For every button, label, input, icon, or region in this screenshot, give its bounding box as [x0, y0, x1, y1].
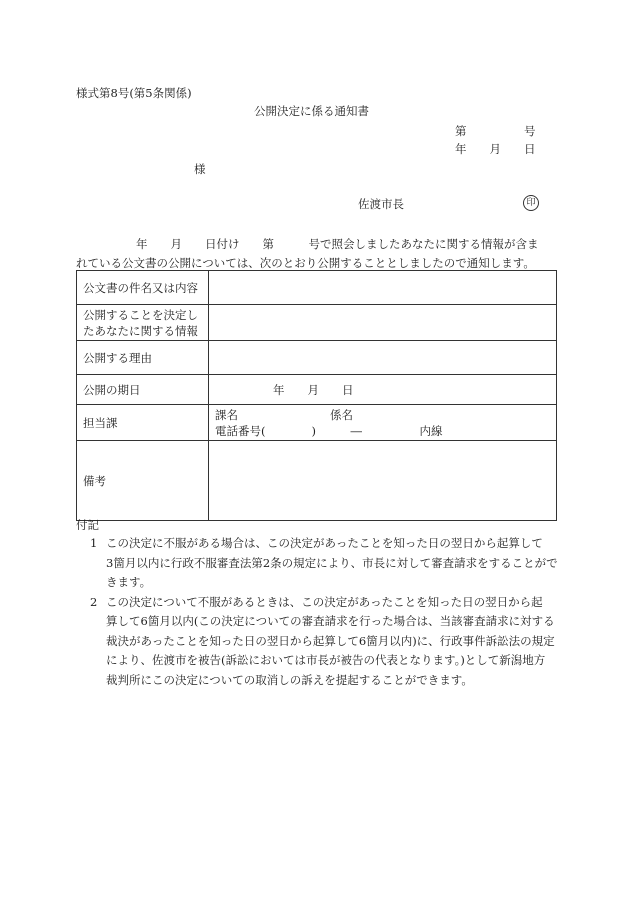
- intro-line-2: れている公文書の公開については、次のとおり公開することとしましたので通知します。: [76, 256, 535, 270]
- note-item-2-number: 2: [90, 594, 98, 609]
- document-date-line: 年 月 日: [455, 142, 536, 156]
- issuer-name: 佐渡市長: [358, 197, 404, 211]
- remarks-label: 備考: [77, 441, 209, 521]
- disclosed-info-value: [209, 305, 557, 341]
- note-item-1-number: 1: [90, 536, 98, 550]
- intro-line-1: 年 月 日付け 第 号で照会しましたあなたに関する情報が含ま: [136, 237, 539, 251]
- table-row: [77, 441, 557, 521]
- table-row: [77, 375, 557, 405]
- remarks-value: [209, 441, 557, 521]
- document-subject-label: 公文書の件名又は内容: [77, 271, 209, 305]
- department-section-names: 課名 係名: [215, 407, 353, 422]
- table-row: [77, 341, 557, 375]
- disclosed-info-label-line-2: たあなたに関する情報: [83, 323, 198, 338]
- notes-heading: 付記: [76, 518, 99, 532]
- disclosure-details-table: [76, 270, 557, 521]
- note-item-2-line: により、佐渡市を被告(訴訟においては市長が被告の代表となります。)として新潟地方: [106, 653, 546, 667]
- responsible-department-value: [209, 405, 557, 441]
- disclosure-reason-value: [209, 341, 557, 375]
- table-row: [77, 271, 557, 305]
- document-subject-value: [209, 271, 557, 305]
- document-number-line: 第 号: [455, 124, 536, 138]
- department-phone-number: 電話番号( ) ― 内線: [215, 423, 443, 438]
- note-item-1-line: この決定に不服がある場合は、この決定があったことを知った日の翌日から起算して: [106, 536, 543, 550]
- disclosure-date-value: 年 月 日: [209, 375, 557, 405]
- note-item-2: [90, 593, 560, 691]
- note-item-2-line: 裁決があったことを知った日の翌日から起算して6箇月以内)に、行政事件訴訟法の規定: [106, 633, 555, 648]
- disclosed-info-label-line-1: 公開することを決定し: [83, 307, 198, 322]
- document-title: 公開決定に係る通知書: [254, 104, 369, 118]
- responsible-department-label: 担当課: [77, 405, 209, 441]
- disclosure-reason-label: 公開する理由: [77, 341, 209, 375]
- addressee-suffix: 様: [194, 162, 206, 176]
- note-item-2-line: この決定について不服があるときは、この決定があったことを知った日の翌日から起: [106, 594, 543, 609]
- table-row: [77, 405, 557, 441]
- note-item-2-line: 算して6箇月以内(この決定についての審査請求を行った場合は、当該審査請求に対する: [106, 614, 555, 628]
- note-item-1-line: 3箇月以内に行政不服審査法第2条の規定により、市長に対して審査請求をすることがで: [106, 555, 558, 570]
- note-item-1-line: きます。: [106, 575, 152, 589]
- disclosure-date-label: 公開の期日: [77, 375, 209, 405]
- supplementary-notes: [76, 517, 560, 690]
- form-number: 様式第8号(第5条関係): [76, 86, 192, 100]
- official-seal-mark: 印: [523, 195, 539, 211]
- note-item-1: [90, 534, 560, 593]
- disclosed-info-label: [77, 305, 209, 341]
- table-row: [77, 305, 557, 341]
- note-item-2-line: 裁判所にこの決定についての取消しの訴えを提起することができます。: [106, 672, 473, 687]
